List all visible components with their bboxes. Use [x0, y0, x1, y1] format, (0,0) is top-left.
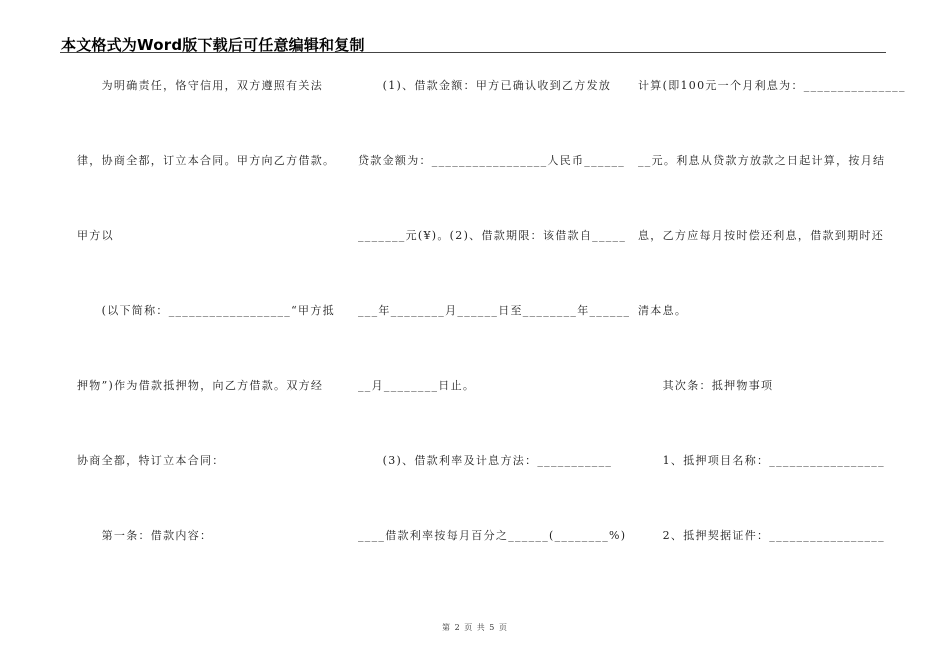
text-line: 甲方以: [77, 229, 114, 242]
text-line: 第一条：借款内容：: [77, 529, 213, 542]
page-number-footer: 第 2 页 共 5 页: [442, 623, 508, 632]
text-line: 为明确责任，恪守信用，双方遵照有关法: [77, 79, 323, 92]
text-line: ____借款利率按每月百分之______(________%): [358, 529, 627, 542]
text-line: 息，乙方应每月按时偿还利息，借款到期时还: [638, 229, 884, 242]
text-line: (1)、借款金额：甲方已确认收到乙方发放: [358, 79, 612, 92]
document-header-title: 本文格式为Word版下载后可任意编辑和复制: [61, 36, 365, 54]
text-line: 计算(即100元一个月利息为：_______________: [638, 79, 906, 92]
text-line: 协商全都，特订立本合同：: [77, 454, 225, 467]
text-line: 押物”)作为借款抵押物，向乙方借款。双方经: [77, 379, 324, 392]
text-line: 2、抵押契据证件：_________________: [638, 529, 885, 542]
text-line: 1、抵押项目名称：_________________: [638, 454, 885, 467]
text-line: 律，协商全都，订立本合同。甲方向乙方借款。: [77, 154, 336, 167]
text-line: 贷款金额为：_________________人民币______: [358, 154, 626, 167]
text-line: (以下简称：__________________“甲方抵: [77, 304, 335, 317]
text-line: 清本息。: [638, 304, 688, 317]
text-line: ___年________月______日至________年______: [358, 304, 631, 317]
text-line: (3)、借款利率及计息方法：___________: [358, 454, 613, 467]
text-line: 其次条：抵押物事项: [638, 379, 774, 392]
header-divider: [60, 52, 886, 53]
text-line: _______元(¥)。(2)、借款期限：该借款自_____: [358, 229, 627, 242]
text-line: __月________日止。: [358, 379, 476, 392]
text-line: __元。利息从贷款方放款之日起计算，按月结: [638, 154, 886, 167]
